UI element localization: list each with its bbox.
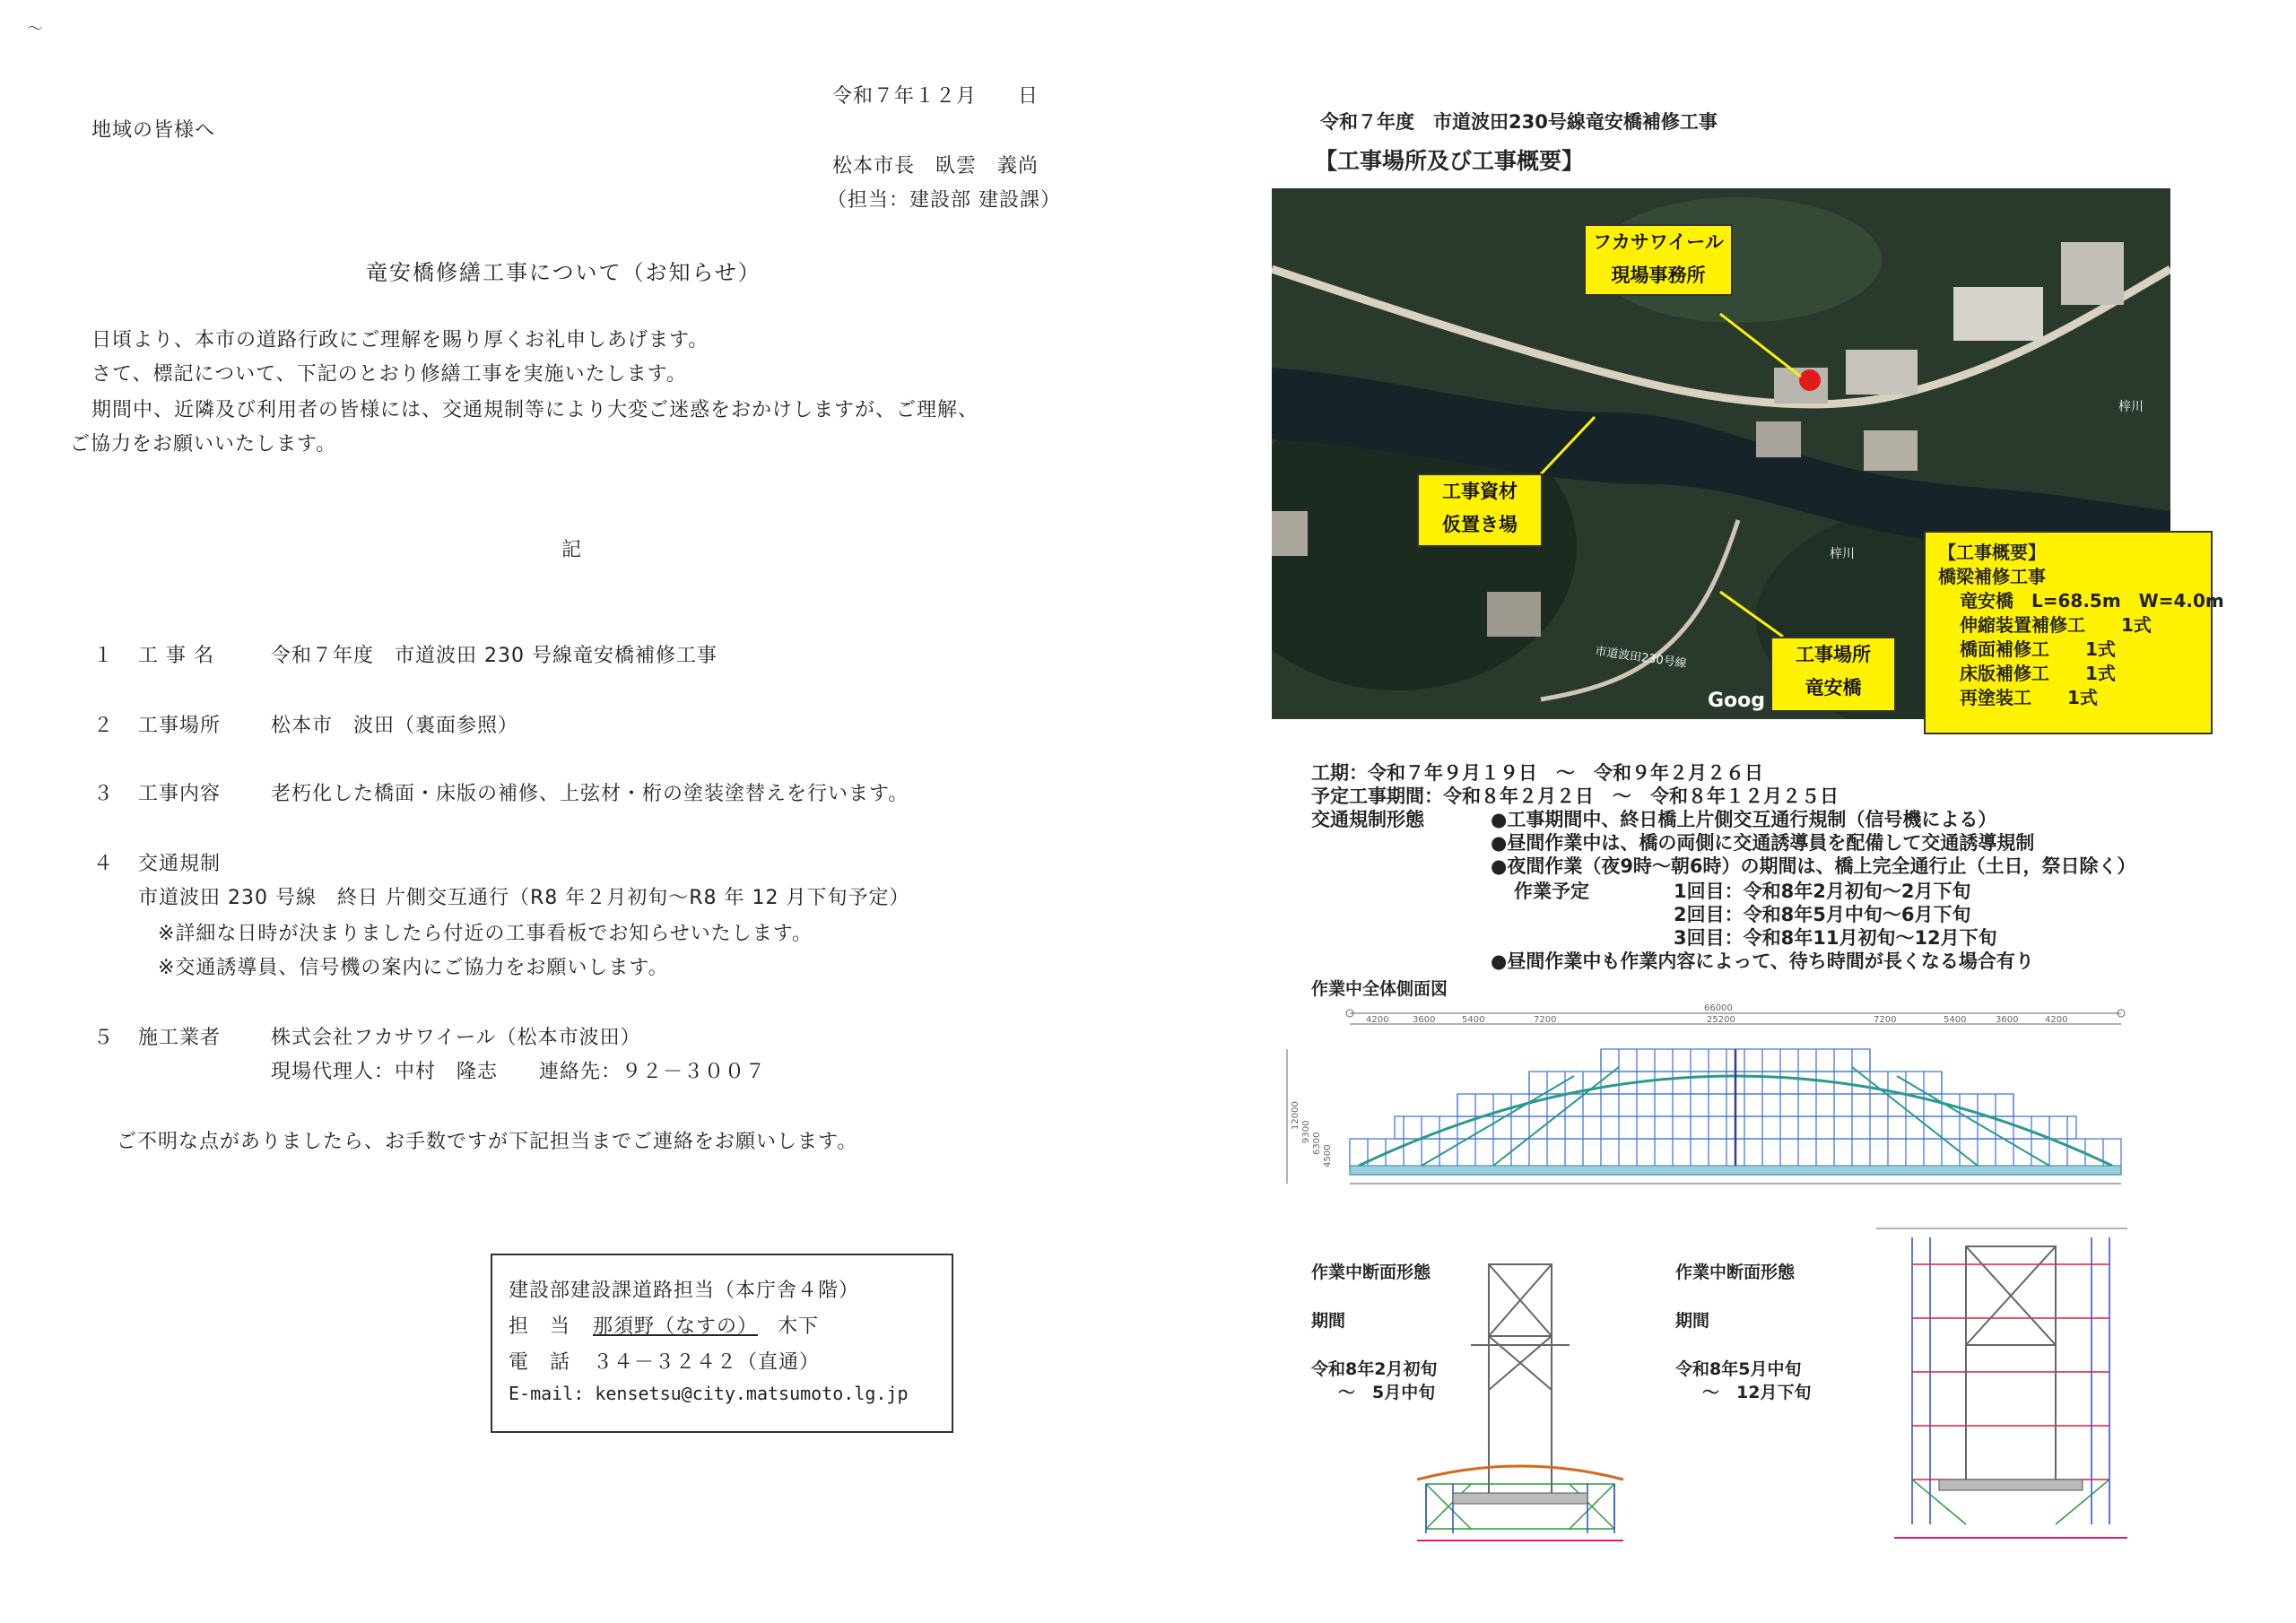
regulation-bullet: ●夜間作業（夜9時～朝6時）の期間は、橋上完全通行止（土日，祭日除く） <box>1491 855 2136 877</box>
work-schedule-item: 2回目：令和8年5月中旬～6月下旬 <box>1674 904 1971 925</box>
regulation-bullet: ●昼間作業中は、橋の両側に交通誘導員を配備して交通誘導規制 <box>1491 832 2035 854</box>
dimension-label: 3600 <box>1413 1015 1436 1025</box>
addressee: 地域の皆様へ <box>91 119 216 142</box>
notice-date: 令和７年１２月 日 <box>832 85 1039 108</box>
item-number: ５ <box>93 1027 115 1049</box>
traffic-line: ※詳細な日時が決まりましたら付近の工事看板でお知らせいたします。 <box>158 923 813 945</box>
side-view-title: 作業中全体側面図 <box>1311 979 1448 999</box>
contractor-rep: 現場代理人：中村 隆志 連絡先：９２－３００７ <box>271 1061 767 1083</box>
height-label: 6300 <box>1312 1132 1322 1155</box>
section-right-period: ～ 12月下旬 <box>1702 1383 1812 1402</box>
contact-email: E-mail: kensetsu@city.matsumoto.lg.jp <box>509 1383 909 1404</box>
section-left-title: 作業中断面形態 <box>1311 1263 1431 1282</box>
callout-line: 工事資材 <box>1442 481 1518 502</box>
traffic-line: 市道波田 230 号線 終日 片側交互通行（R8 年２月初旬～R8 年 12 月下旬予定） <box>138 887 910 909</box>
dimension-label: 4200 <box>2045 1015 2068 1025</box>
regulation-bullet: ●工事期間中、終日橋上片側交互通行規制（信号機による） <box>1491 809 1997 830</box>
sender-dept: （担当：建設部 建設課） <box>827 189 1061 212</box>
item-label: 施工業者 <box>138 1027 222 1049</box>
height-label: 9300 <box>1301 1120 1311 1143</box>
item-number: １ <box>93 645 115 667</box>
item-value: 老朽化した橋面・床版の補修、上弦材・桁の塗装塗替えを行います。 <box>271 783 909 805</box>
item-number: ４ <box>93 853 115 875</box>
traffic-line: ※交通誘導員、信号機の案内にご協力をお願いします。 <box>158 957 669 979</box>
item-value: 令和７年度 市道波田 230 号線竜安橋補修工事 <box>271 645 718 667</box>
dimension-label: 5400 <box>1462 1015 1485 1025</box>
bridge-deck <box>1350 1166 2121 1175</box>
callout-site-office <box>1584 224 1733 296</box>
overview-box <box>1924 531 2224 734</box>
item-label: 工事内容 <box>138 783 222 805</box>
section-right-period: 令和8年5月中旬 <box>1675 1359 1802 1379</box>
item-number: ３ <box>93 783 115 805</box>
river-label: 梓川 <box>2118 400 2144 414</box>
contact-box <box>491 1254 953 1433</box>
overview-line: 再塗装工 1式 <box>1960 687 2098 708</box>
notice-title: 竜安橋修繕工事について（お知らせ） <box>366 260 761 285</box>
dimension-label: 7200 <box>1534 1015 1557 1025</box>
dimension-label: 7200 <box>1874 1015 1897 1025</box>
map-attribution: Goog <box>1708 690 1766 712</box>
callout-material-yard <box>1417 473 1543 547</box>
overview-line: 床版補修工 1式 <box>1960 663 2116 684</box>
work-schedule-item: 3回目：令和8年11月初旬～12月下旬 <box>1674 927 1997 949</box>
overview-line: 橋面補修工 1式 <box>1960 638 2116 660</box>
contact-dept: 建設部建設課道路担当（本庁舎４階） <box>509 1280 860 1302</box>
side-elevation-drawing <box>1278 995 2139 1219</box>
item-label: 交通規制 <box>138 853 222 875</box>
contact-tel: ３４－３２４２（直通） <box>593 1351 821 1374</box>
road-label: 市道波田230号線 <box>1594 645 1688 672</box>
work-schedule-item: 1回目：令和8年2月初旬～2月下旬 <box>1674 881 1971 902</box>
contact-tel-label: 電 話 <box>509 1351 571 1374</box>
contact-person-label: 担 当 <box>509 1315 571 1338</box>
dimension-label: 4200 <box>1366 1015 1389 1025</box>
scan-mark: 〜 <box>27 20 43 39</box>
callout-line: 現場事務所 <box>1611 265 1706 286</box>
cross-section-left <box>1399 1255 1641 1551</box>
section-heading: 【工事場所及び工事概要】 <box>1315 148 1585 174</box>
dimension-label: 25200 <box>1707 1015 1735 1025</box>
section-right-period-label: 期間 <box>1675 1311 1710 1331</box>
callout-line: 工事場所 <box>1796 644 1871 665</box>
callout-work-site <box>1770 637 1896 712</box>
height-label: 12000 <box>1291 1101 1300 1130</box>
item-value: 株式会社フカサワイール（松本市波田） <box>271 1027 641 1049</box>
overview-line: 竜安橋 L=68.5m W=4.0m <box>1960 590 2224 612</box>
sender: 松本市長 臥雲 義尚 <box>832 155 1039 178</box>
intro-line: 日頃より、本市の道路行政にご理解を賜り厚くお礼申しあげます。 <box>91 329 709 352</box>
ki-heading: 記 <box>561 539 583 561</box>
overview-line: 橋梁補修工事 <box>1938 566 2046 587</box>
dimension-label: 3600 <box>1996 1015 2019 1025</box>
section-left-period: 令和8年2月初旬 <box>1311 1359 1438 1379</box>
construction-period: 工期：令和７年９月１９日 ～ 令和９年２月２６日 <box>1311 762 1763 784</box>
dimension-label: 5400 <box>1944 1015 1967 1025</box>
regulation-label: 交通規制形態 <box>1311 809 1424 830</box>
section-left-period: ～ 5月中旬 <box>1338 1383 1436 1402</box>
river-label: 梓川 <box>1830 547 1855 561</box>
item-label: 工 事 名 <box>138 645 214 667</box>
section-left-period-label: 期間 <box>1311 1311 1346 1331</box>
overview-line: 伸縮装置補修工 1式 <box>1960 614 2152 636</box>
site-marker <box>1799 369 1821 391</box>
regulation-bullet: ●昼間作業中も作業内容によって、待ち時間が長くなる場合有り <box>1491 950 2034 972</box>
item-value: 松本市 波田（裏面参照） <box>271 715 519 737</box>
intro-line: さて、標記について、下記のとおり修繕工事を実施いたします。 <box>91 363 687 386</box>
contact-person-primary: 那須野（なすの） <box>593 1315 759 1338</box>
intro-line: ご協力をお願いいたします。 <box>70 433 337 456</box>
project-title: 令和７年度 市道波田230号線竜安橋補修工事 <box>1320 111 1718 133</box>
work-schedule-label: 作業予定 <box>1514 881 1589 902</box>
intro-line: 期間中、近隣及び利用者の皆様には、交通規制等により大変ご迷惑をおかけしますが、ご理解、 <box>91 399 979 421</box>
section-right-title: 作業中断面形態 <box>1675 1263 1796 1282</box>
callout-line: 仮置き場 <box>1442 514 1518 535</box>
planned-period: 予定工事期間：令和８年２月２日 ～ 令和８年１２月２５日 <box>1311 785 1839 807</box>
contact-person-secondary: 木下 <box>778 1315 820 1338</box>
callout-line: 竜安橋 <box>1805 677 1862 699</box>
closing-line: ご不明な点がありましたら、お手数ですが下記担当までご連絡をお願いします。 <box>117 1131 858 1153</box>
height-label: 4500 <box>1323 1144 1333 1167</box>
callout-line: フカサワイール <box>1593 231 1724 253</box>
dimension-total: 66000 <box>1704 1003 1733 1013</box>
item-label: 工事場所 <box>138 715 222 737</box>
item-number: ２ <box>93 715 115 737</box>
cross-section-right <box>1858 1211 2154 1551</box>
overview-title: 【工事概要】 <box>1938 542 2046 563</box>
